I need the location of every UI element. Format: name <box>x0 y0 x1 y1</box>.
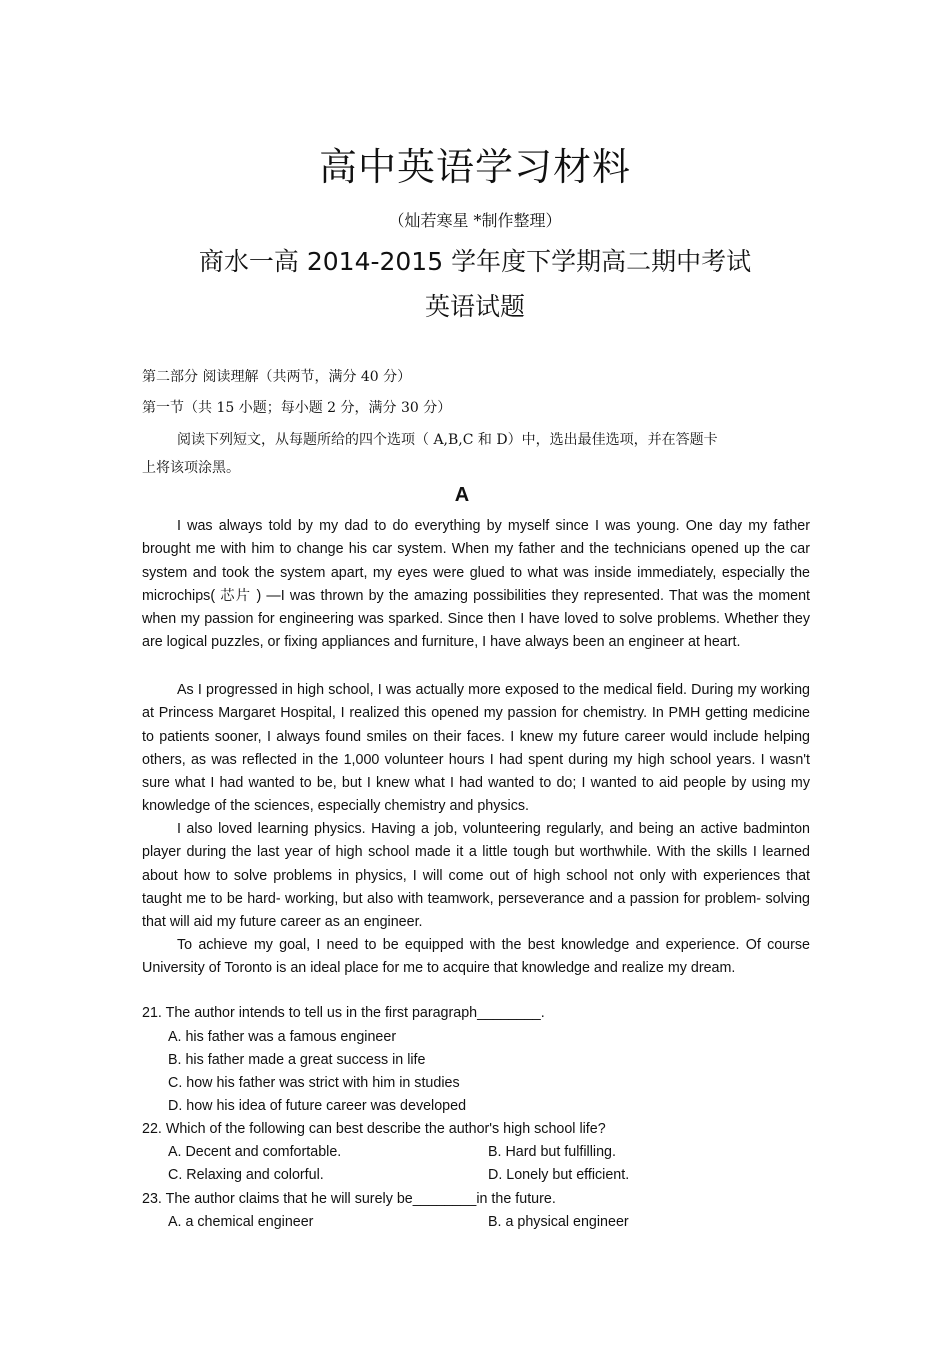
passage-paragraph-2: As I progressed in high school, I was actually more exposed to the medical field. During my working at Princess Margaret Hospital, I realized this opened my passion for chemistry. In PMH getting medicine to patients sooner, I always found smiles on their faces. I knew my future career would include helping others, as was reflected in the 1,000 volunteer hours I had spent during my high school years. I wasn't sure what I had wanted to be, but I knew what I had wanted to do; I wanted to aid people by using my knowledge of the sciences, especially chemistry and physics. <box>142 682 810 815</box>
passage-label: A <box>454 484 470 506</box>
directions-line-1: 阅读下列短文，从每题所给的四个选项（ A,B,C 和 D）中，选出最佳选项，并在答题卡 <box>177 432 718 448</box>
question-23: 23. The author claims that he will surely be________in the future. <box>142 1191 556 1207</box>
question-22: 22. Which of the following can best describe the author's high school life? <box>142 1121 606 1137</box>
q21-option-d: D. how his idea of future career was developed <box>168 1098 467 1114</box>
passage-paragraph-1: I was always told by my dad to do everything by myself since I was young. One day my father brought me with him to change his car system. When my father and the technicians opened up the car system and took the system apart, my eyes were glued to what was inside immediately, especially the microchips( 芯片 ) —I was thrown by the amazing possibilities they represented. That was the moment when my passion for engineering was sparked. Since then I have loved to solve problems. Whether they are logical puzzles, or fixing appliances and furniture, I have always been an engineer at heart. <box>142 518 810 651</box>
q22-option-b: B. Hard but fulfilling. <box>488 1144 616 1160</box>
q22-option-d: D. Lonely but efficient. <box>488 1167 630 1183</box>
q22-option-c: C. Relaxing and colorful. <box>168 1167 324 1183</box>
passage-paragraph-4: To achieve my goal, I need to be equipped with the best knowledge and experience. Of course University of Toronto is an ideal place for me to acquire that knowledge and realize my dream. <box>142 937 810 977</box>
directions-line-2: 上将该项涂黑。 <box>142 460 240 476</box>
material-title: 高中英语学习材料 <box>318 145 631 189</box>
exam-subject: 英语试题 <box>424 292 525 321</box>
q23-option-b: B. a physical engineer <box>488 1214 629 1230</box>
q21-option-a: A. his father was a famous engineer <box>168 1029 397 1045</box>
q21-option-b: B. his father made a great success in life <box>168 1052 426 1068</box>
q21-option-c: C. how his father was strict with him in studies <box>168 1075 460 1091</box>
section-heading: 第一节（共 15 小题；每小题 2 分，满分 30 分） <box>142 400 452 416</box>
q22-option-a: A. Decent and comfortable. <box>168 1144 342 1160</box>
compiler-note: （灿若寒星 *制作整理） <box>388 211 562 230</box>
part-heading: 第二部分 阅读理解（共两节，满分 40 分） <box>142 369 412 385</box>
exam-title: 商水一高 2014-2015 学年度下学期高二期中考试 <box>198 247 752 276</box>
question-21: 21. The author intends to tell us in the first paragraph________. <box>142 1005 545 1021</box>
q23-option-a: A. a chemical engineer <box>168 1214 314 1230</box>
passage-paragraph-3: I also loved learning physics. Having a job, volunteering regularly, and being an active badminton player during the last year of high school made it a little tough but worthwhile. With the skills I learned about how to solve problems in physics, I will come out of high school not only with experiences that taught me to be hard- working, but also with teamwork, perseverance and a passion for problem- solving that will aid my future career as an engineer. <box>142 821 810 931</box>
